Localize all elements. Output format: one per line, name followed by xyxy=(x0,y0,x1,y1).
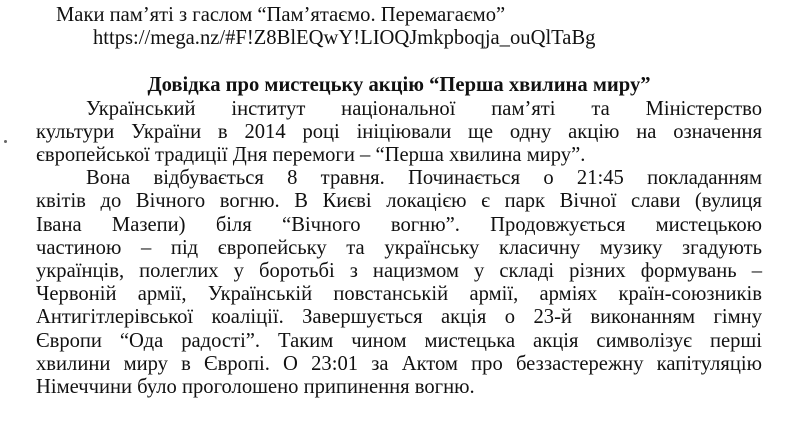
paragraph-line: культури України в 2014 році ініціювали ще одну акцію на означення xyxy=(36,120,762,143)
paragraph-line: Вона відбувається 8 травня. Починається о 21:45 покладанням xyxy=(86,167,762,190)
paragraph-2 xyxy=(36,167,762,399)
document-heading: Довідка про мистецьку акцію “Перша хвилина миру” xyxy=(147,74,651,97)
intro-line: Маки пам’яті з гаслом “Пам’ятаємо. Перемагаємо” xyxy=(56,4,506,26)
paragraph-line: хвилини миру в Європі. О 23:01 за Актом про беззастережну капітуляцію xyxy=(36,352,762,375)
paragraph-line: європейської традиції Дня перемоги – “Перша хвилина миру”. xyxy=(36,144,586,167)
paragraph-line: українців, полеглих у боротьбі з нацизмом у складі різних формувань – xyxy=(36,260,762,283)
scan-mark xyxy=(4,140,7,143)
paragraph-line: квітів до Вічного вогню. В Києві локацією є парк Вічної слави (вулиця xyxy=(36,190,762,213)
paragraph-line: Червоній армії, Українській повстанській армії, арміях країн-союзників xyxy=(36,283,762,306)
paragraph-line: Український інститут національної пам’яті та Міністерство xyxy=(86,97,762,120)
mega-link[interactable]: https://mega.nz/#F!Z8BlEQwY!LIOQJmkpboqja_ouQlTaBg xyxy=(93,27,596,50)
paragraph-line: Німеччини було проголошено припинення вогню. xyxy=(36,376,475,399)
spacer xyxy=(36,50,762,74)
paragraph-line: Івана Мазепи) біля “Вічного вогню”. Продовжується мистецькою xyxy=(36,213,762,236)
paragraph-1 xyxy=(36,98,762,168)
paragraph-line: Антигітлерівської коаліції. Завершується акція о 23-й виконанням гімну xyxy=(36,306,762,329)
paragraph-line: частиною – під європейську та українську класичну музику згадують xyxy=(36,236,762,259)
paragraph-line: Європи “Ода радості”. Таким чином мистецька акція символізує перші xyxy=(36,329,762,352)
